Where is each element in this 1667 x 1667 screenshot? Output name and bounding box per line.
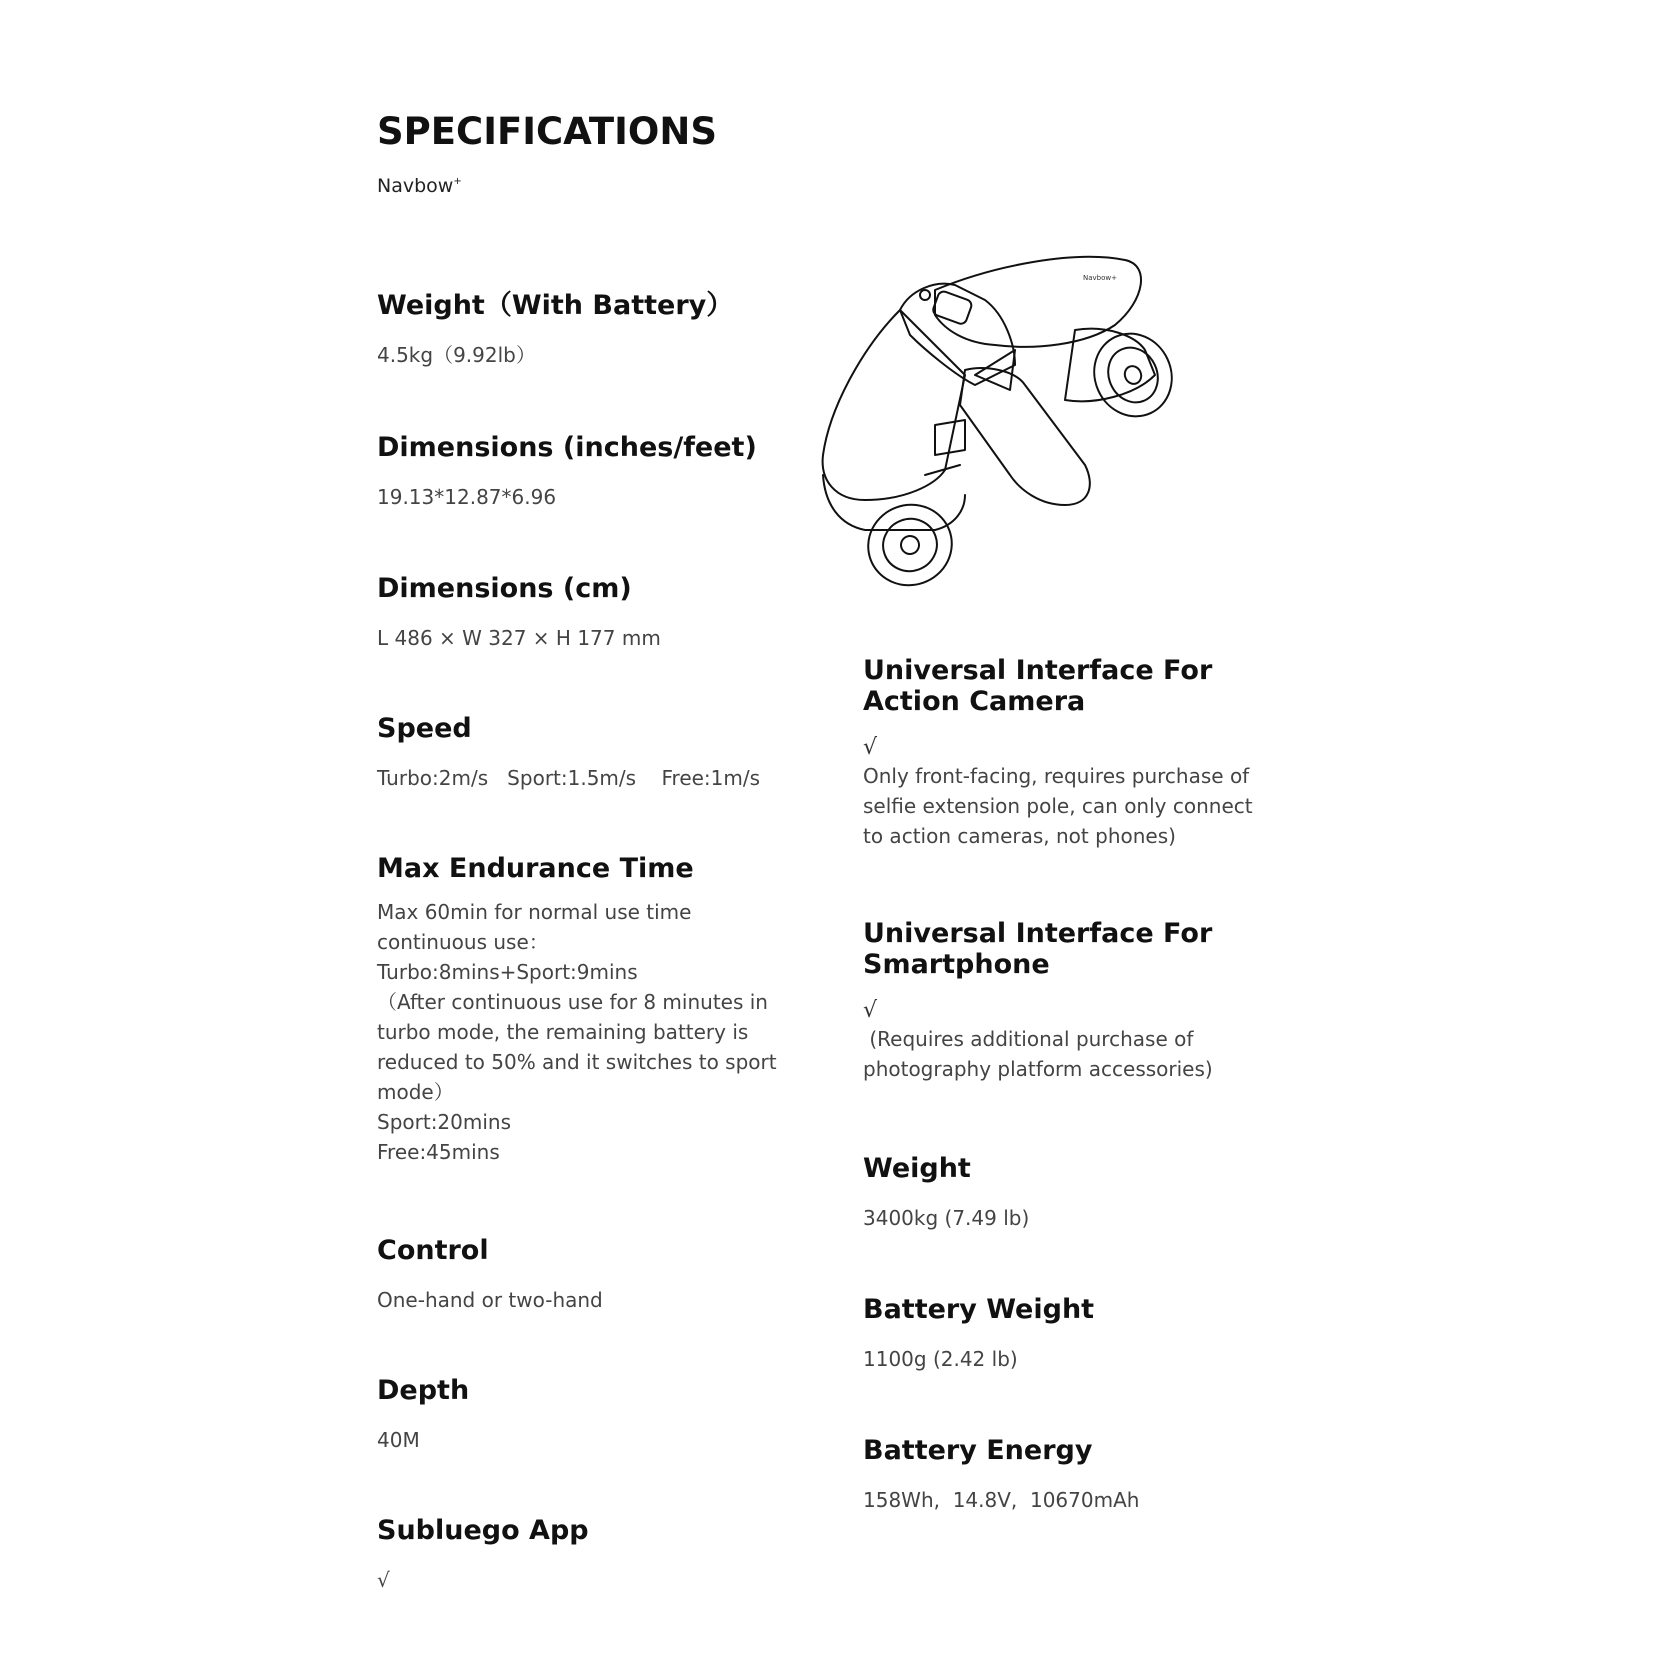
spec-value: 158Wh, 14.8V, 10670mAh — [863, 1488, 1140, 1512]
spec-speed — [377, 713, 817, 793]
model-name-text: Navbow — [377, 175, 454, 197]
left-wing-shape — [823, 310, 965, 500]
left-thruster-ring — [857, 493, 963, 597]
check-mark-icon: √ — [863, 998, 878, 1023]
spec-label: Max Endurance Time — [377, 853, 694, 884]
spec-depth — [377, 1375, 817, 1455]
check-mark-icon: √ — [863, 735, 878, 760]
spec-label: Universal Interface For Action Camera — [863, 655, 1213, 717]
right-thruster-inner — [1099, 339, 1166, 410]
underwater-scooter-illustration — [815, 255, 1235, 605]
spec-smartphone-interface — [863, 918, 1313, 1084]
spec-label: Dimensions (cm) — [377, 573, 632, 604]
spec-value: 3400kg (7.49 lb) — [863, 1206, 1030, 1230]
spec-control — [377, 1235, 817, 1315]
spec-value: Max 60min for normal use time continuous use： Turbo:8mins+Sport:9mins （After continuous use for 8 minutes in turbo mode, the remaining battery is reduced to 50% and it switches to sport mode） Sport:20mins Free:45mins — [377, 900, 777, 1164]
spec-max-endurance — [377, 853, 817, 1167]
right-wing-shape — [935, 257, 1141, 347]
spec-action-camera-interface — [863, 655, 1313, 851]
spec-dimensions-inches — [377, 432, 817, 512]
spec-value: L 486 × W 327 × H 177 mm — [377, 626, 661, 650]
spec-weight — [863, 1153, 1313, 1233]
spec-label: Dimensions (inches/feet) — [377, 432, 757, 463]
brand-mark: Navbow+ — [1083, 274, 1117, 282]
spec-value: √ — [377, 1568, 390, 1592]
model-name-suffix: + — [453, 176, 462, 187]
spec-weight-with-battery — [377, 290, 817, 370]
model-name — [377, 175, 462, 197]
spec-label: Universal Interface For Smartphone — [863, 918, 1213, 980]
spec-battery-weight — [863, 1294, 1313, 1374]
spec-battery-energy — [863, 1435, 1313, 1515]
spec-note: (Requires additional purchase of photography platform accessories) — [863, 1027, 1213, 1081]
power-button-icon — [920, 290, 930, 300]
spec-label: Subluego App — [377, 1515, 589, 1546]
spec-value: 4.5kg（9.92lb） — [377, 343, 536, 367]
right-thruster-ring — [1081, 321, 1185, 429]
spec-value: 1100g (2.42 lb) — [863, 1347, 1018, 1371]
spec-subluego-app — [377, 1515, 817, 1595]
spec-value: 40M — [377, 1428, 420, 1452]
spec-label: Weight — [863, 1153, 971, 1184]
spec-label: Battery Weight — [863, 1294, 1095, 1325]
right-thruster-hub — [1122, 363, 1144, 386]
spec-label: Depth — [377, 1375, 470, 1406]
central-spine — [960, 368, 1090, 505]
spec-dimensions-cm — [377, 573, 817, 653]
spec-label: Speed — [377, 713, 472, 744]
spec-value: Turbo:2m/s Sport:1.5m/s Free:1m/s — [377, 766, 761, 790]
spec-label: Battery Energy — [863, 1435, 1093, 1466]
spec-note: Only front-facing, requires purchase of selfie extension pole, can only connect to action cameras, not phones) — [863, 764, 1253, 848]
left-thruster-hub — [898, 533, 921, 556]
spec-value: 19.13*12.87*6.96 — [377, 485, 557, 509]
spec-label: Weight（With Battery） — [377, 290, 734, 321]
left-body-lower — [823, 475, 965, 530]
spec-value: One-hand or two-hand — [377, 1288, 603, 1312]
left-thruster-inner — [876, 511, 945, 578]
spec-label: Control — [377, 1235, 489, 1266]
page-title: SPECIFICATIONS — [377, 110, 717, 153]
